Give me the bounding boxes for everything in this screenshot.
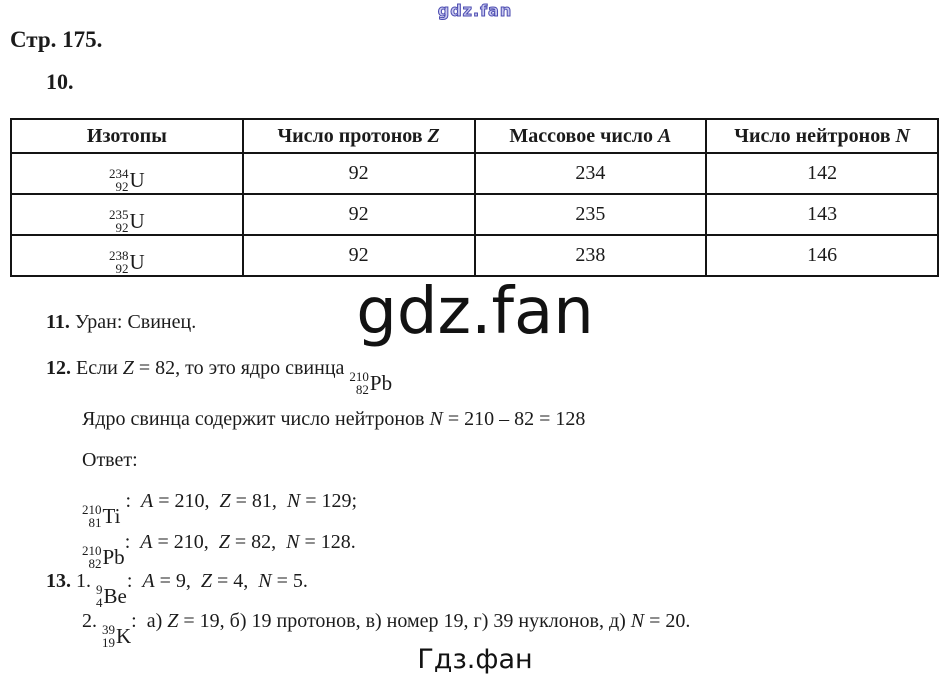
watermark-center: gdz.fan <box>356 275 594 349</box>
mass-cell: 234 <box>475 153 707 194</box>
nuclide-notation: 210 82 Pb <box>349 369 393 397</box>
table-row <box>11 235 938 276</box>
isotope-cell <box>11 194 243 235</box>
task-12-calculation: Ядро свинца содержит число нейтронов N = 210 – 82 = 128 <box>82 408 586 430</box>
nuclide-notation: 9 4 Be <box>96 582 127 610</box>
mass-cell: 238 <box>475 235 707 276</box>
isotopes-table-body <box>11 153 938 276</box>
protons-cell: 92 <box>243 235 475 276</box>
task-13-part-2: 2. 39 19 K : а) Z = 19, б) 19 протонов, в) номер 19, г) 39 нуклонов, д) N = 20. <box>82 610 691 650</box>
task-11-answer: 11. Уран: Свинец. <box>46 311 197 333</box>
col-header-mass: Массовое число A <box>475 119 707 153</box>
site-footer-label: Гдз.фан <box>417 644 533 675</box>
neutrons-cell: 142 <box>706 153 938 194</box>
protons-cell: 92 <box>243 194 475 235</box>
col-header-protons: Число протонов Z <box>243 119 475 153</box>
col-header-neutrons: Число нейтронов N <box>706 119 938 153</box>
isotope-cell <box>11 235 243 276</box>
nuclide-notation: 39 19 K <box>102 622 132 650</box>
page-title: Стр. 175. <box>10 27 103 52</box>
neutrons-cell: 146 <box>706 235 938 276</box>
task-10-number: 10. <box>46 69 74 94</box>
nuclide-notation: 210 82 Pb <box>82 543 125 571</box>
task-13-part-1: 13. 1. 9 4 Be : A = 9, Z = 4, N = 5. <box>46 570 308 610</box>
task-12-statement: 12. Если Z = 82, то это ядро свинца 210 82 Pb <box>46 357 393 397</box>
nuclide-notation: 234 92 U <box>109 166 145 194</box>
col-header-isotopes: Изотопы <box>11 119 243 153</box>
isotope-cell <box>11 153 243 194</box>
protons-cell: 92 <box>243 153 475 194</box>
answer-label: Ответ: <box>82 449 138 471</box>
table-row <box>11 194 938 235</box>
table-header-row <box>11 119 938 153</box>
isotopes-table-header <box>11 119 938 153</box>
task-12-answer-pb: 210 82 Pb : A = 210, Z = 82, N = 128. <box>82 531 356 571</box>
task-12-answer-ti: 210 81 Ti : A = 210, Z = 81, N = 129; <box>82 490 358 530</box>
nuclide-notation: 235 92 U <box>109 207 145 235</box>
nuclide-notation: 210 81 Ti <box>82 502 121 530</box>
isotopes-table <box>10 118 939 277</box>
table-row <box>11 153 938 194</box>
mass-cell: 235 <box>475 194 707 235</box>
neutrons-cell: 143 <box>706 194 938 235</box>
watermark-top: gdz.fan <box>437 1 513 20</box>
nuclide-notation: 238 92 U <box>109 248 145 276</box>
